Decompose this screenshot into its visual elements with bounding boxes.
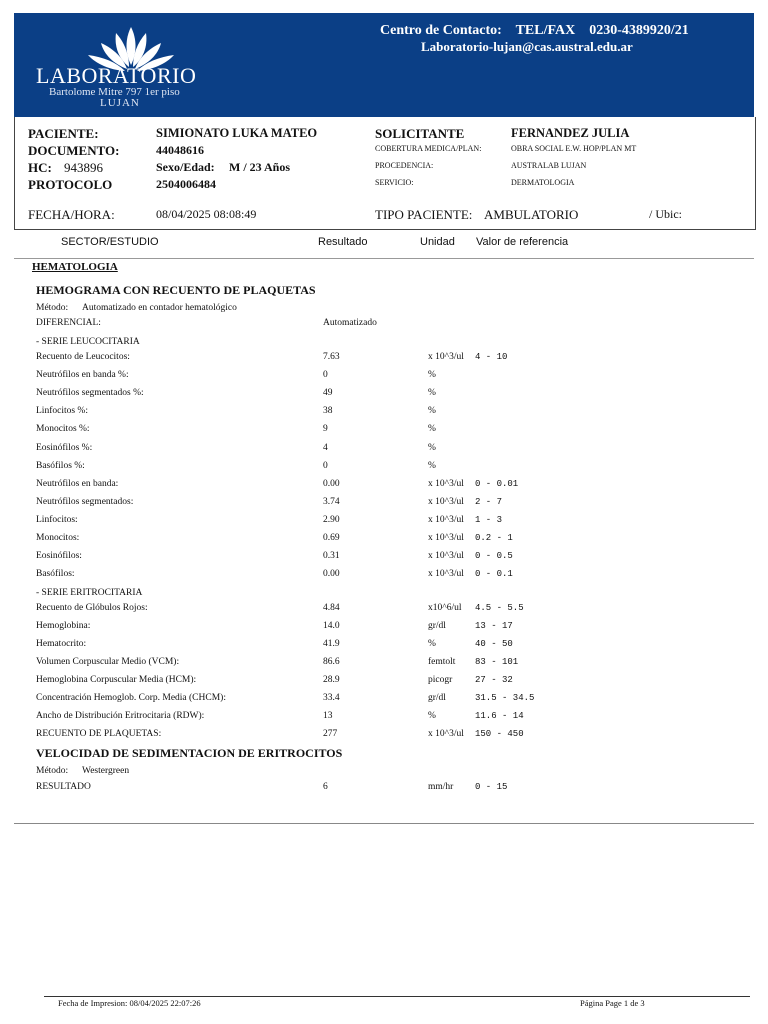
- servicio-label: SERVICIO:: [375, 178, 414, 187]
- result-unit: x 10^3/ul: [428, 551, 464, 562]
- result-unit: x 10^3/ul: [428, 514, 464, 525]
- result-name: Monocitos %:: [36, 424, 90, 435]
- result-unit: %: [428, 460, 436, 471]
- result-name: Neutrófilos en banda:: [36, 478, 119, 489]
- contact-email: Laboratorio-lujan@cas.austral.edu.ar: [421, 39, 633, 54]
- resultado-ref: 0 - 15: [475, 782, 508, 792]
- result-value: 0.31: [323, 551, 340, 562]
- ubic-label: / Ubic:: [649, 207, 682, 221]
- col-unidad: Unidad: [420, 236, 455, 248]
- solicitante-value: FERNANDEZ JULIA: [511, 126, 630, 140]
- col-sector: SECTOR/ESTUDIO: [61, 236, 159, 248]
- study-hemograma-title: HEMOGRAMA CON RECUENTO DE PLAQUETAS: [36, 283, 316, 297]
- result-value: 0.00: [323, 569, 340, 580]
- result-reference: 0 - 0.1: [475, 569, 513, 580]
- col-valor-referencia: Valor de referencia: [476, 236, 569, 248]
- contact-phone: Centro de Contacto: TEL/FAX 0230-4389920/21: [380, 23, 689, 38]
- result-name: Recuento de Leucocitos:: [36, 352, 130, 362]
- tipo-paciente-value: AMBULATORIO: [484, 207, 579, 222]
- sexo-value: M / 23 Años: [229, 160, 291, 174]
- page-number: Página Page 1 de 3: [580, 998, 645, 1008]
- result-reference: 83 - 101: [475, 657, 519, 667]
- result-reference: 1 - 3: [475, 514, 503, 525]
- metodo2-value: Westergreen: [82, 766, 130, 776]
- result-name: Ancho de Distribución Eritrocitaria (RDW):: [36, 711, 205, 721]
- result-name: Hemoglobina Corpuscular Media (HCM):: [36, 675, 197, 685]
- result-reference: 4 - 10: [475, 352, 508, 362]
- result-name: Basófilos:: [36, 569, 75, 580]
- paciente-label: PACIENTE:: [28, 126, 99, 141]
- result-unit: x 10^3/ul: [428, 569, 464, 580]
- result-value: 0.69: [323, 533, 340, 543]
- result-value: 4: [323, 442, 328, 453]
- resultado-value: 6: [323, 782, 328, 792]
- result-value: 86.6: [323, 657, 340, 667]
- result-value: 0.00: [323, 478, 340, 489]
- result-name: Linfocitos %:: [36, 406, 88, 417]
- result-name: Concentración Hemoglob. Corp. Media (CHCM):: [36, 693, 226, 703]
- logo-address: Bartolome Mitre 797 1er piso: [49, 86, 180, 98]
- section-hematologia: HEMATOLOGIA: [32, 261, 118, 273]
- protocolo-label: PROTOCOLO: [28, 177, 113, 192]
- result-unit: %: [428, 370, 436, 381]
- metodo2-label: Método:: [36, 766, 69, 776]
- resultado-name: RESULTADO: [36, 782, 91, 792]
- fecha-impresion: Fecha de Impresion: 08/04/2025 22:07:26: [58, 998, 201, 1008]
- result-value: 38: [323, 406, 333, 417]
- result-unit: gr/dl: [428, 693, 446, 703]
- tipo-paciente-label: TIPO PACIENTE:: [375, 207, 473, 222]
- result-name: Neutrófilos segmentados %:: [36, 388, 144, 399]
- result-unit: x 10^3/ul: [428, 729, 464, 739]
- result-unit: picogr: [428, 675, 453, 685]
- documento-value: 44048616: [156, 143, 204, 157]
- sexo-label: Sexo/Edad:: [156, 160, 215, 174]
- result-reference: 2 - 7: [475, 496, 503, 507]
- result-unit: x 10^3/ul: [428, 478, 464, 489]
- solicitante-label: SOLICITANTE: [375, 126, 465, 141]
- result-name: RECUENTO DE PLAQUETAS:: [36, 729, 162, 739]
- diferencial-value: Automatizado: [323, 318, 377, 328]
- result-reference: 4.5 - 5.5: [475, 603, 524, 613]
- result-value: 7.63: [323, 352, 340, 362]
- result-unit: x10^6/ul: [428, 603, 462, 613]
- result-unit: %: [428, 406, 436, 417]
- result-name: Linfocitos:: [36, 514, 78, 525]
- result-unit: %: [428, 388, 436, 399]
- result-value: 49: [323, 388, 333, 399]
- result-name: Basófilos %:: [36, 460, 85, 471]
- result-name: Hematocrito:: [36, 639, 87, 649]
- paciente-value: SIMIONATO LUKA MATEO: [156, 126, 318, 140]
- result-unit: x 10^3/ul: [428, 352, 464, 362]
- servicio-value: DERMATOLOGIA: [511, 178, 575, 187]
- result-name: Neutrófilos segmentados:: [36, 496, 134, 507]
- hc-label: HC:: [28, 160, 52, 175]
- result-name: Recuento de Glóbulos Rojos:: [36, 603, 148, 613]
- footer-divider: [44, 996, 750, 997]
- metodo-value: Automatizado en contador hematológico: [82, 303, 237, 313]
- result-unit: %: [428, 639, 436, 649]
- result-reference: 27 - 32: [475, 675, 513, 685]
- serie-leucocitaria: - SERIE LEUCOCITARIA: [36, 337, 140, 347]
- result-name: Eosinófilos:: [36, 551, 82, 562]
- result-value: 0: [323, 370, 328, 381]
- result-reference: 0.2 - 1: [475, 533, 513, 543]
- protocolo-value: 2504006484: [156, 177, 216, 191]
- result-reference: 0 - 0.5: [475, 551, 513, 562]
- result-name: Volumen Corpuscular Medio (VCM):: [36, 657, 180, 667]
- result-value: 277: [323, 729, 338, 739]
- procedencia-label: PROCEDENCIA:: [375, 161, 434, 170]
- result-reference: 31.5 - 34.5: [475, 693, 535, 703]
- result-value: 33.4: [323, 693, 340, 703]
- diferencial-label: DIFERENCIAL:: [36, 318, 101, 328]
- result-value: 41.9: [323, 639, 340, 649]
- result-value: 28.9: [323, 675, 340, 685]
- header-divider: [14, 258, 754, 259]
- result-value: 4.84: [323, 603, 340, 613]
- resultado-unit: mm/hr: [428, 782, 454, 792]
- result-reference: 11.6 - 14: [475, 711, 524, 721]
- result-unit: %: [428, 711, 436, 721]
- result-name: Monocitos:: [36, 533, 80, 543]
- result-reference: 150 - 450: [475, 729, 524, 739]
- study-vsg-title: VELOCIDAD DE SEDIMENTACION DE ERITROCITOS: [36, 746, 343, 760]
- result-value: 0: [323, 460, 328, 471]
- logo-city: LUJAN: [100, 97, 140, 109]
- hc-value: 943896: [64, 160, 103, 175]
- result-unit: gr/dl: [428, 621, 446, 631]
- result-value: 3.74: [323, 496, 340, 507]
- result-unit: femtolt: [428, 657, 456, 667]
- result-reference: 40 - 50: [475, 639, 513, 649]
- result-value: 13: [323, 711, 333, 721]
- result-unit: %: [428, 442, 436, 453]
- result-name: Eosinófilos %:: [36, 442, 93, 453]
- lab-header: [14, 13, 754, 117]
- result-value: 14.0: [323, 621, 340, 631]
- result-unit: x 10^3/ul: [428, 533, 464, 543]
- result-unit: %: [428, 424, 436, 435]
- cobertura-label: COBERTURA MEDICA/PLAN:: [375, 144, 482, 153]
- metodo-label: Método:: [36, 303, 69, 313]
- result-unit: x 10^3/ul: [428, 496, 464, 507]
- col-resultado: Resultado: [318, 236, 368, 248]
- fecha-label: FECHA/HORA:: [28, 207, 115, 222]
- fecha-value: 08/04/2025 08:08:49: [156, 207, 257, 221]
- result-reference: 13 - 17: [475, 621, 513, 631]
- procedencia-value: AUSTRALAB LUJAN: [511, 161, 587, 170]
- documento-label: DOCUMENTO:: [28, 143, 120, 158]
- logo-title: LABORATORIO: [36, 63, 197, 88]
- report-end-divider: [14, 823, 754, 824]
- result-reference: 0 - 0.01: [475, 478, 519, 489]
- result-name: Hemoglobina:: [36, 621, 91, 631]
- cobertura-value: OBRA SOCIAL E.W. HOP/PLAN MT: [511, 144, 637, 153]
- serie-eritrocitaria: - SERIE ERITROCITARIA: [36, 588, 143, 598]
- result-name: Neutrófilos en banda %:: [36, 370, 129, 381]
- result-value: 2.90: [323, 514, 340, 525]
- result-value: 9: [323, 424, 328, 435]
